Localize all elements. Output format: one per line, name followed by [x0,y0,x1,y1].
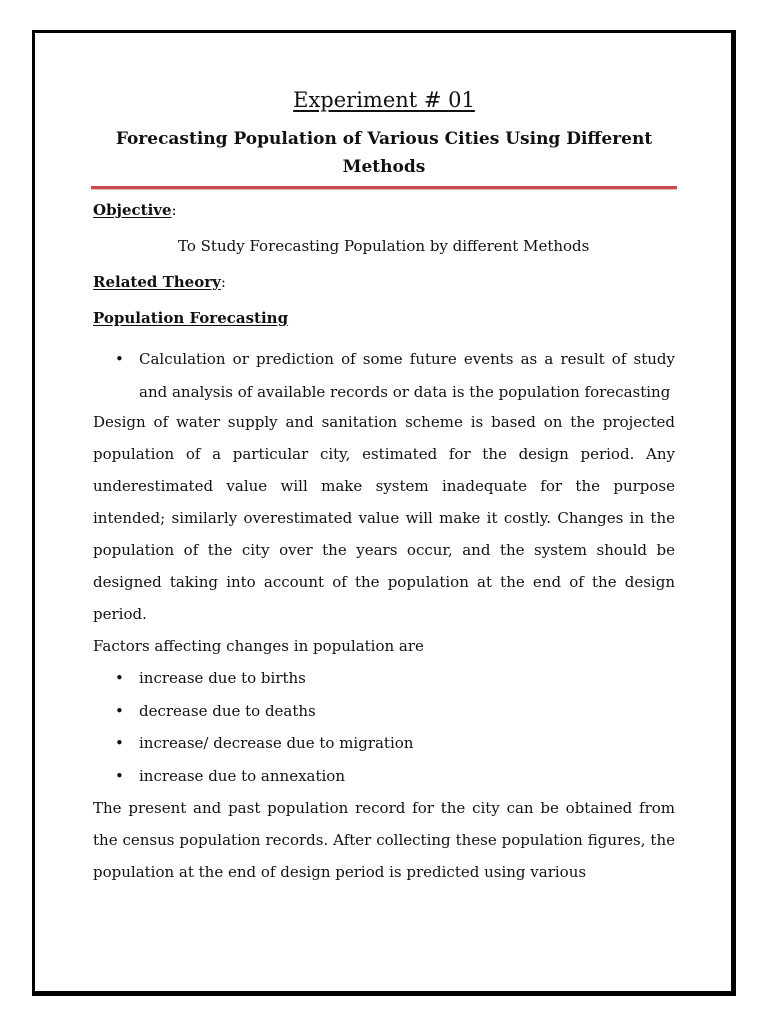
factor-item [93,662,675,695]
objective-heading-label: Objective [93,201,172,219]
objective-heading-colon: : [171,201,177,219]
definition-text: Calculation or prediction of some future events as a result of study and analysis of available records or data is the population forecasting [139,350,675,401]
objective-text: To Study Forecasting Population by different Methods [178,237,590,255]
title-divider [91,186,677,189]
factor-text: increase/ decrease due to migration [139,734,414,752]
related-theory-heading [93,272,675,292]
census-paragraph: The present and past population record for the city can be obtained from the census population records. After collecting these population figures, the population at the end of design period is predicted using various [93,799,675,881]
population-forecasting-heading-label: Population Forecasting [93,309,289,327]
factor-text: decrease due to deaths [139,701,316,720]
document-body [93,86,675,888]
factors-list [93,662,675,792]
factor-text: increase due to births [139,669,306,687]
factor-item [93,760,675,793]
factor-item [93,727,675,760]
document-title: Experiment # 01 [293,88,475,112]
definition-list [93,343,675,408]
objective-heading [93,200,675,220]
bullet-icon: • [115,701,124,720]
document-subtitle: Forecasting Population of Various Cities Using Different Methods [115,129,653,177]
design-paragraph: Design of water supply and sanitation scheme is based on the projected population of a particular city, estimated for the design period. Any underestimated value will make system inadequate for the purpose intended; similarly overestimated value will make it costly. Changes in the population of the city over the years occur, and the system should be designed taking into account of the population at the end of the design period. [93,413,675,623]
population-forecasting-heading [93,308,675,328]
bullet-icon: • [115,734,124,752]
bullet-icon: • [115,669,124,687]
related-theory-heading-colon: : [220,273,226,291]
related-theory-heading-label: Related Theory [93,273,221,291]
factors-intro: Factors affecting changes in population are [93,637,424,655]
definition-bullet [93,343,675,408]
bullet-icon: • [115,766,124,785]
bullet-icon: • [115,350,124,368]
factor-text: increase due to annexation [139,766,345,785]
factor-item [93,695,675,728]
